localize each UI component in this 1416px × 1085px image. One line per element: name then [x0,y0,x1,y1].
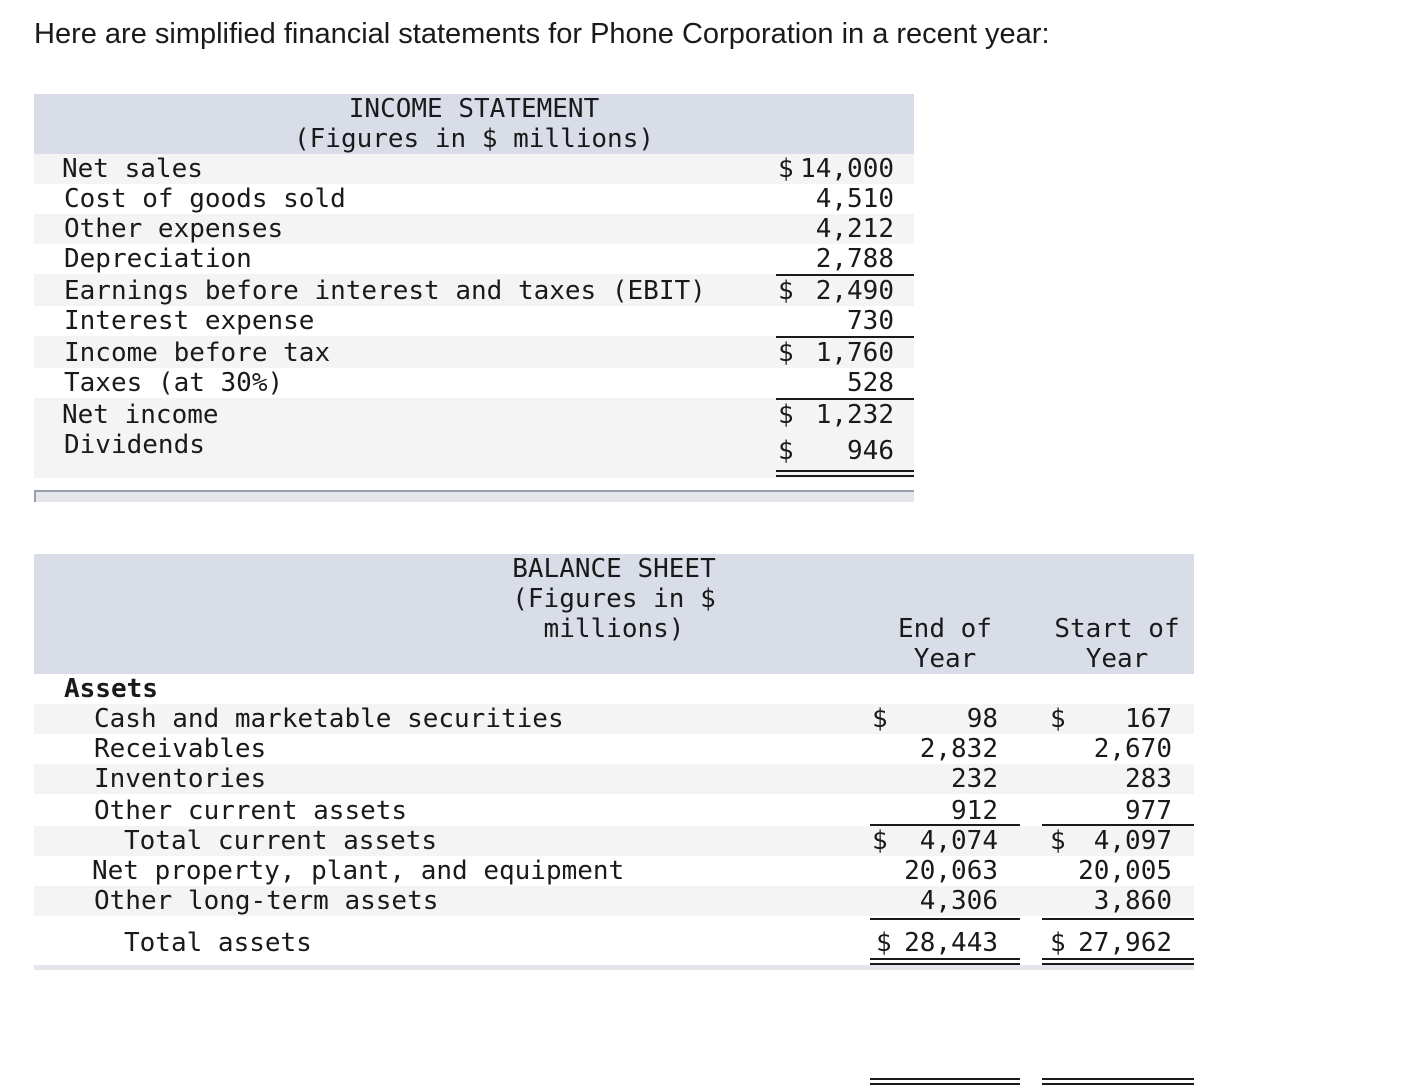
table-row [34,826,1194,856]
table-row [34,214,914,244]
table-row [34,886,1194,916]
total-double-rule [776,470,914,477]
table-row [34,338,914,368]
row-label: Inventories [94,764,267,794]
income-statement-title: INCOME STATEMENT [348,94,600,124]
row-label: Other expenses [64,214,284,244]
horizontal-scrollbar[interactable] [34,490,914,502]
table-row [34,276,914,306]
table-row [34,244,914,274]
row-value-end: 232 [951,764,998,794]
row-value-end: 28,443 [904,928,998,958]
row-label: Income before tax [64,338,331,368]
total-assets-double-rule-start [1042,958,1194,965]
row-value: 4,212 [815,214,894,244]
row-value: 1,760 [815,338,894,368]
row-label: Receivables [94,734,267,764]
subtotal-rule-end [870,824,1020,826]
table-row [34,368,914,398]
row-label: Dividends [64,430,205,460]
row-label: Cash and marketable securities [94,704,564,734]
subtotal-rule [776,336,914,338]
row-value: 2,788 [815,244,894,274]
row-value-end: 2,832 [919,734,998,764]
row-label: Net income [62,400,219,430]
row-label: Other long-term assets [94,886,439,916]
row-currency-end: $ [872,704,888,734]
table-row [34,856,1194,886]
balance-sheet-header [34,554,1194,674]
row-value-start: 27,962 [1078,928,1172,958]
table-row [34,400,914,430]
subtotal-rule-start [1042,824,1194,826]
row-value-end: 20,063 [904,856,998,886]
total-double-rule-end [870,1078,1020,1085]
row-value-start: 3,860 [1093,886,1172,916]
row-currency: $ [778,154,794,184]
row-currency-end: $ [876,928,892,958]
income-statement-subtitle: (Figures in $ millions) [293,124,655,154]
subtotal-rule [776,274,914,276]
row-value-start: 2,670 [1093,734,1172,764]
balance-sheet-body [34,674,1194,974]
table-row [34,306,914,336]
row-value-start: 20,005 [1078,856,1172,886]
row-value-start: 4,097 [1093,826,1172,856]
section-label-assets: Assets [64,674,158,704]
row-label: Interest expense [64,306,315,336]
row-currency-start: $ [1050,704,1066,734]
balance-sheet-subtitle: (Figures in $ millions) [512,584,716,644]
row-value-end: 98 [966,704,998,734]
intro-text: Here are simplified financial statements for Phone Corporation in a recent year: [34,18,1050,50]
row-label: Net sales [62,154,203,184]
row-value: 946 [847,436,894,466]
row-value: 4,510 [815,184,894,214]
subtotal-rule-end [870,918,1020,920]
table-row [34,734,1194,764]
table-row [34,154,914,184]
table-row [34,764,1194,794]
income-statement-header [34,94,914,154]
row-currency-start: $ [1050,928,1066,958]
table-row [34,796,1194,826]
row-label: Net property, plant, and equipment [92,856,625,886]
income-statement-table [34,94,914,478]
balance-sheet-table [34,554,1194,974]
subtotal-rule-start [1042,918,1194,920]
table-row [34,704,1194,734]
total-double-rule-start [1042,1078,1194,1085]
row-value-start: 977 [1125,796,1172,826]
subtotal-rule [776,398,914,400]
row-label: Cost of goods sold [64,184,346,214]
total-assets-double-rule-end [870,958,1020,965]
row-currency-start: $ [1050,826,1066,856]
row-currency: $ [778,276,794,306]
row-value-end: 4,074 [919,826,998,856]
row-value-end: 912 [951,796,998,826]
income-statement-body [34,154,914,478]
table-row [34,184,914,214]
row-label: Total assets [124,928,312,958]
row-label: Total current assets [124,826,438,856]
balance-sheet-title: BALANCE SHEET [512,554,716,584]
row-currency-end: $ [872,826,888,856]
row-value: 528 [847,368,894,398]
row-currency: $ [778,400,794,430]
row-currency: $ [778,338,794,368]
section-row [34,674,1194,704]
col-header-end-of-year: End of Year [898,614,992,674]
col-header-start-of-year: Start of Year [1054,614,1180,674]
row-currency: $ [778,436,794,466]
row-value: 1,232 [815,400,894,430]
row-label: Taxes (at 30%) [64,368,284,398]
row-value: 2,490 [815,276,894,306]
row-value: 14,000 [800,154,894,184]
row-label: Earnings before interest and taxes (EBIT) [64,276,706,306]
row-label: Depreciation [64,244,252,274]
row-value-start: 283 [1125,764,1172,794]
row-value-end: 4,306 [919,886,998,916]
row-label: Other current assets [94,796,408,826]
next-section-edge [34,965,1194,970]
row-value-start: 167 [1125,704,1172,734]
row-value: 730 [847,306,894,336]
